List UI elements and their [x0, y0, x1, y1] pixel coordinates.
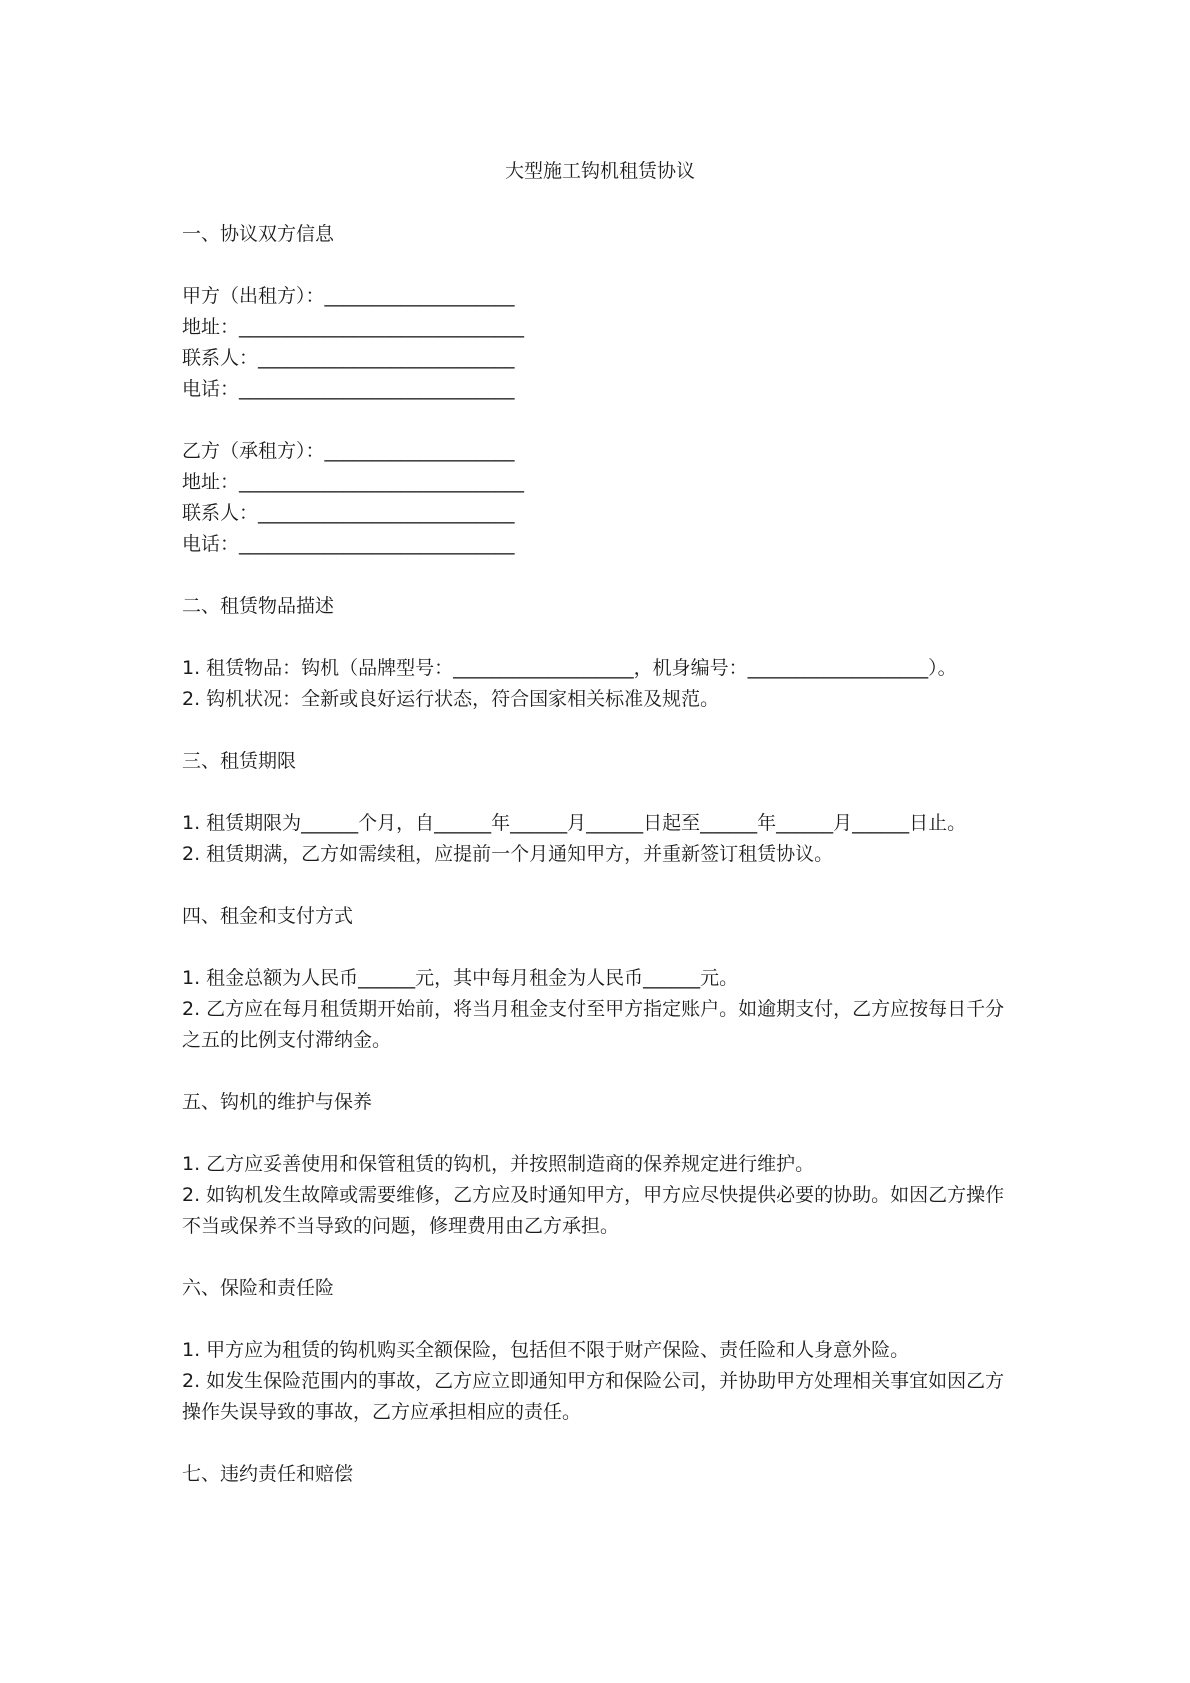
clause-2-2: 2. 钩机状况：全新或良好运行状态，符合国家相关标准及规范。: [182, 688, 720, 710]
section-heading-items: 二、租赁物品描述: [182, 595, 335, 617]
party-a-address-field: 地址：______________________________: [182, 316, 525, 338]
party-b-lessee-field: 乙方（承租方）：____________________: [182, 440, 515, 462]
clause-6-1: 1. 甲方应为租赁的钩机购买全额保险，包括但不限于财产保险、责任险和人身意外险。: [182, 1339, 910, 1361]
clause-4-1: 1. 租金总额为人民币______元，其中每月租金为人民币______元。: [182, 967, 739, 989]
clause-3-2: 2. 租赁期满，乙方如需续租，应提前一个月通知甲方，并重新签订租赁协议。: [182, 843, 834, 865]
document-body: [182, 156, 1018, 1490]
document-title: 大型施工钩机租赁协议: [504, 160, 695, 182]
section-heading-breach: 七、违约责任和赔偿: [182, 1463, 354, 1485]
section-heading-insurance: 六、保险和责任险: [182, 1277, 335, 1299]
party-a-contact-field: 联系人：___________________________: [182, 347, 515, 369]
clause-3-1: 1. 租赁期限为______个月，自______年______月______日起至______年______月______日止。: [182, 812, 967, 834]
party-a-phone-field: 电话：_____________________________: [182, 378, 515, 400]
clause-5-2: 2. 如钩机发生故障或需要维修，乙方应及时通知甲方，甲方应尽快提供必要的协助。如因乙方操作不当或保养不当导致的问题，修理费用由乙方承担。: [182, 1184, 1005, 1237]
clause-6-2: 2. 如发生保险范围内的事故，乙方应立即通知甲方和保险公司，并协助甲方处理相关事宜如因乙方操作失误导致的事故，乙方应承担相应的责任。: [182, 1370, 1005, 1423]
clause-4-2: 2. 乙方应在每月租赁期开始前，将当月租金支付至甲方指定账户。如逾期支付，乙方应按每日千分之五的比例支付滞纳金。: [182, 998, 1005, 1051]
party-b-address-field: 地址：______________________________: [182, 471, 525, 493]
section-heading-parties: 一、协议双方信息: [182, 223, 335, 245]
party-b-contact-field: 联系人：___________________________: [182, 502, 515, 524]
party-b-phone-field: 电话：_____________________________: [182, 533, 515, 555]
party-a-lessor-field: 甲方（出租方）：____________________: [182, 285, 515, 307]
clause-2-1: 1. 租赁物品：钩机（品牌型号：___________________，机身编号：___________________）。: [182, 657, 957, 679]
section-heading-term: 三、租赁期限: [182, 750, 297, 772]
clause-5-1: 1. 乙方应妥善使用和保管租赁的钩机，并按照制造商的保养规定进行维护。: [182, 1153, 815, 1175]
section-heading-rent: 四、租金和支付方式: [182, 905, 354, 927]
section-heading-maintenance: 五、钩机的维护与保养: [182, 1091, 373, 1113]
